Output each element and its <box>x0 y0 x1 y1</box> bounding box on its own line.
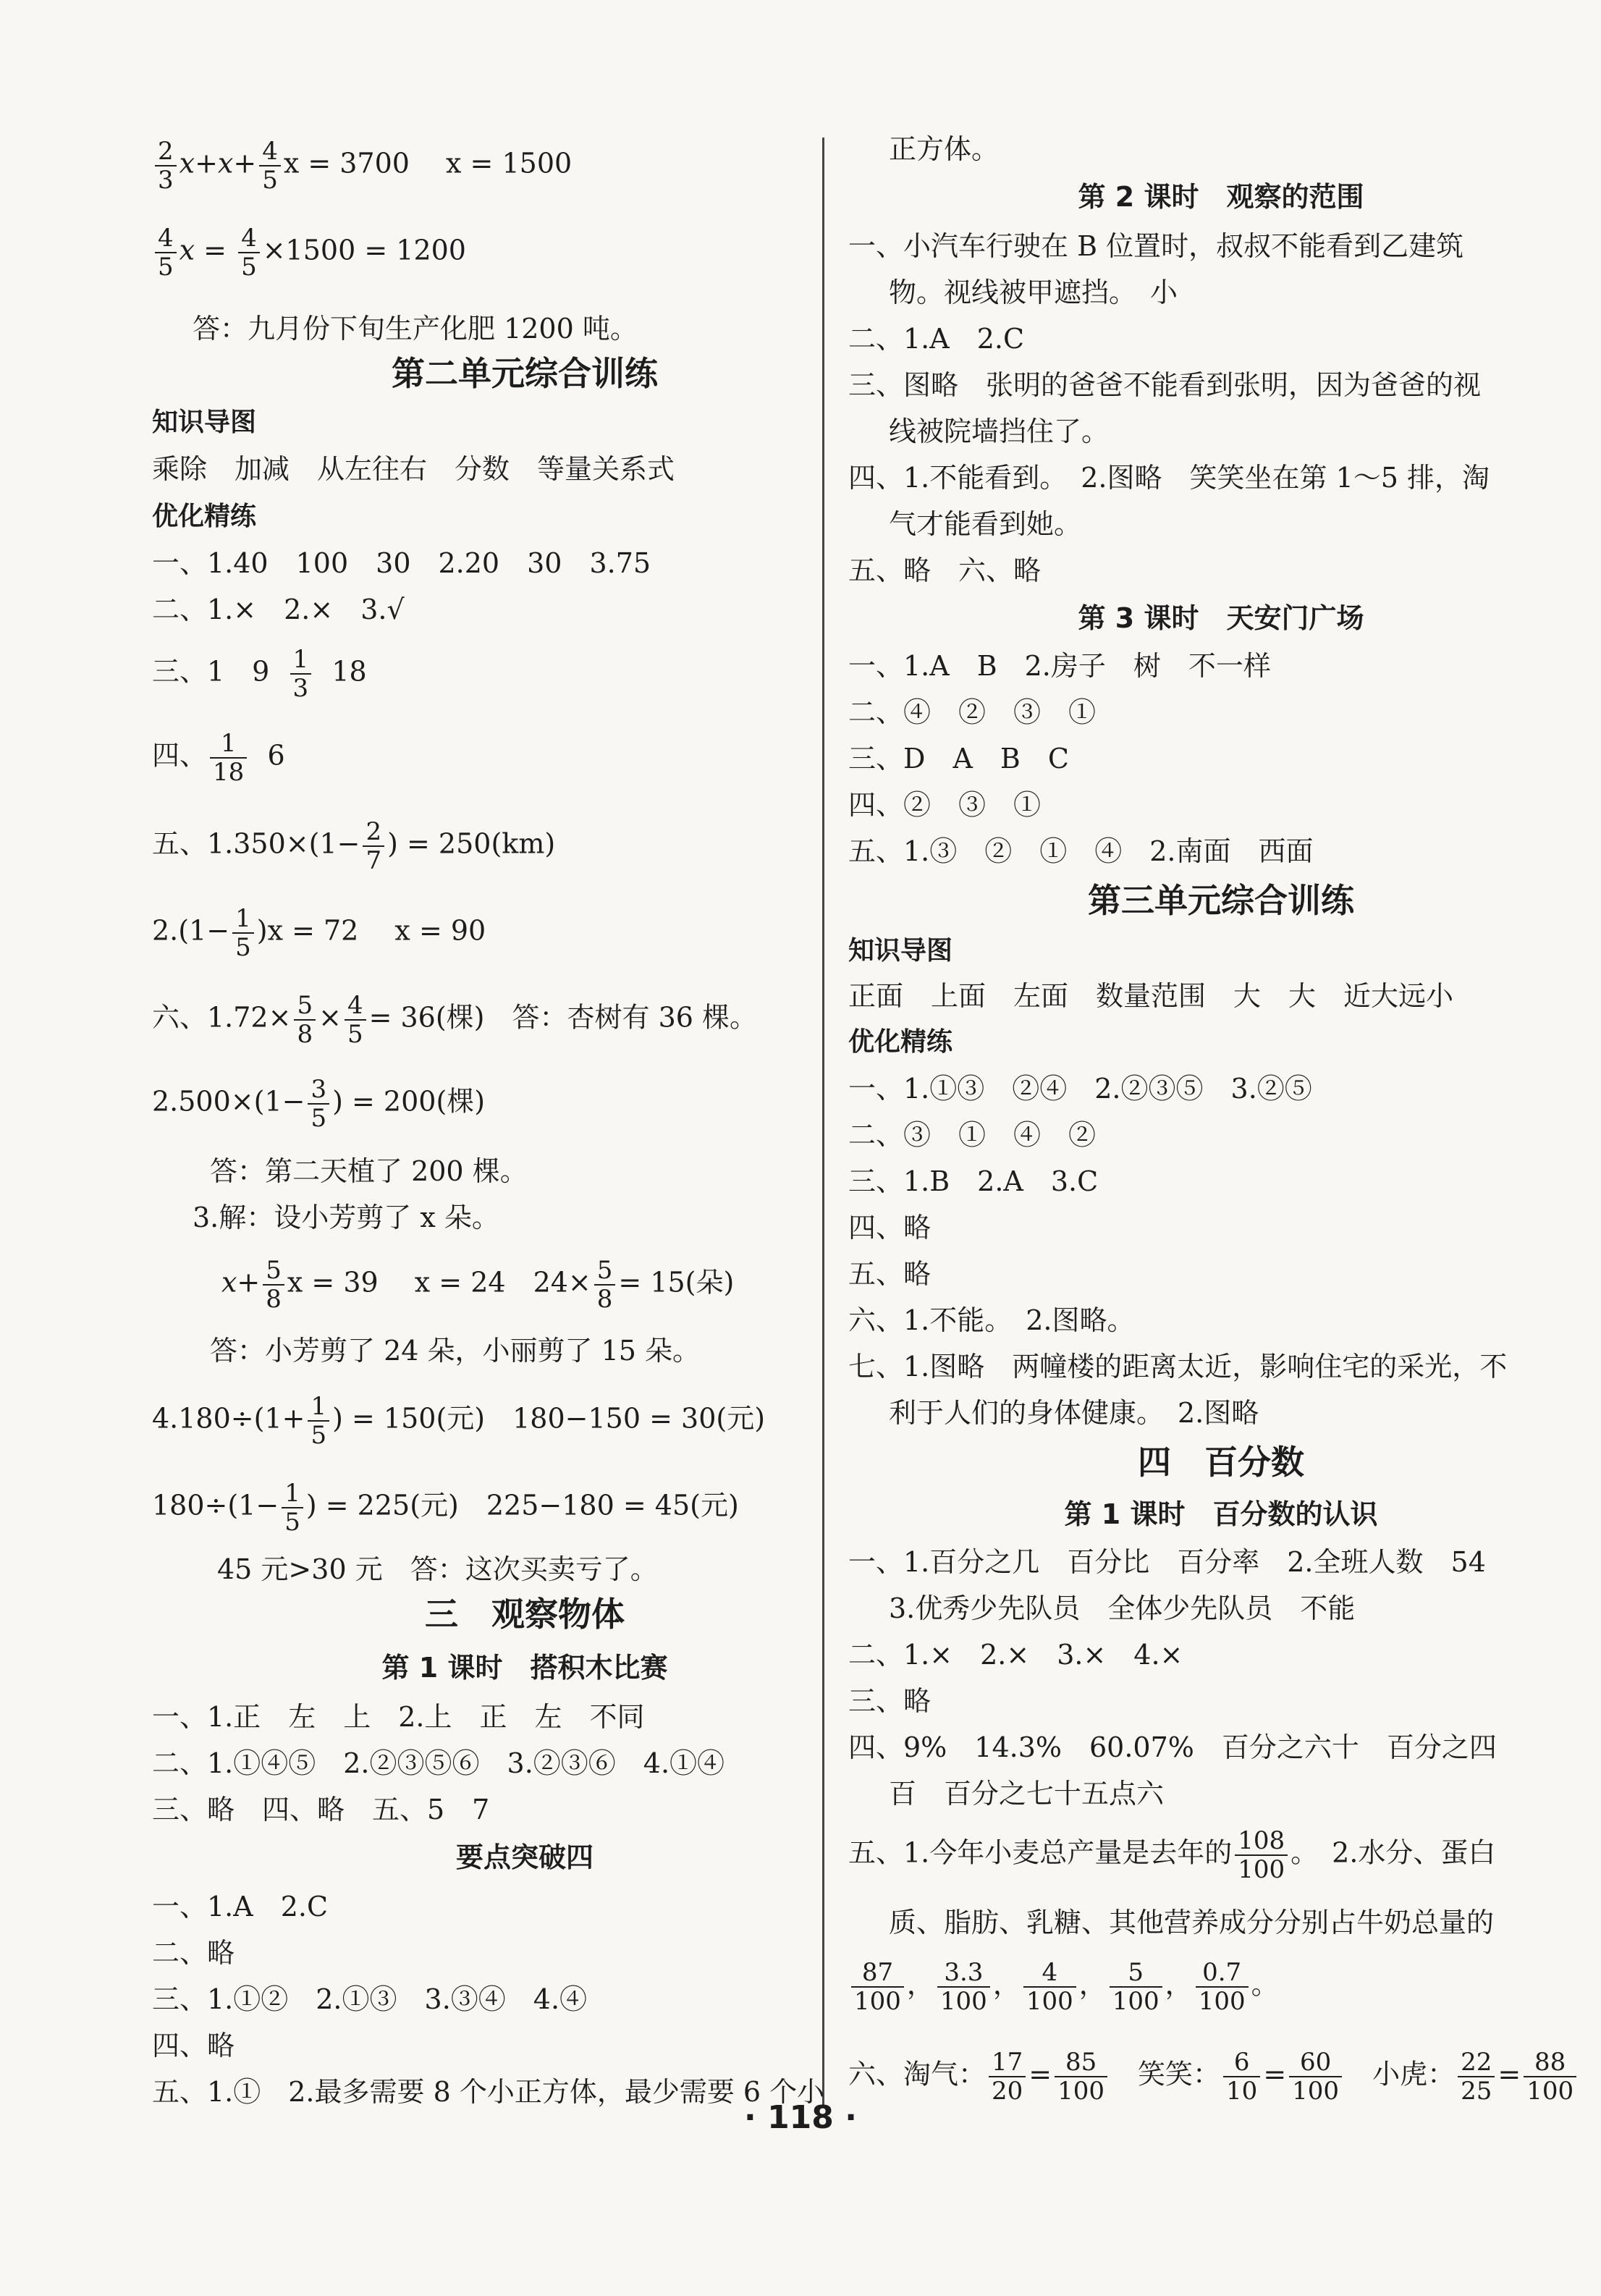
answer-line: 物。视线被甲遮挡。 小 <box>889 277 1178 308</box>
page-number: · 118 · <box>744 2099 857 2136</box>
equation-line: $\frac{2}{3}$ x+x+ $\frac{4}{5}$ x = 3700 x = 1500 <box>152 138 572 194</box>
section-label: 知识导图 <box>848 936 953 966</box>
answer-line: 线被院墙挡住了。 <box>889 415 1110 447</box>
lesson2-title: 第 2 课时 观察的范围 <box>1078 181 1364 213</box>
answer-line: 一、小汽车行驶在 B 位置时，叔叔不能看到乙建筑 <box>848 230 1464 262</box>
equation-line: x+ $\frac{5}{8}$ x = 39 x = 24 24× $\frac{5}{8}$ = 15(朵) <box>221 1256 735 1314</box>
answer-line: 二、③ ① ④ ② <box>848 1119 1097 1151</box>
answer-line: 3.优秀少先队员 全体少先队员 不能 <box>889 1592 1356 1624</box>
answer-line: 二、1.A 2.C <box>848 323 1025 355</box>
answer-line: 答：小芳剪了 24 朵，小丽剪了 15 朵。 <box>210 1335 701 1367</box>
answer-line: 三、略 <box>848 1685 932 1717</box>
answer-line: 四、② ③ ① <box>848 789 1042 821</box>
answer-line: 三、图略 张明的爸爸不能看到张明，因为爸爸的视 <box>848 369 1482 401</box>
lesson3-title: 第 3 课时 天安门广场 <box>1078 602 1364 634</box>
answer-line: 五、1.350×(1− $\frac{2}{7}$ ) = 250(km) <box>152 817 556 875</box>
answer-line: 一、1.40 100 30 2.20 30 3.75 <box>152 547 651 579</box>
answer-line: 一、1.正 左 上 2.上 正 左 不同 <box>152 1701 645 1733</box>
answer-line: 三、1.B 2.A 3.C <box>848 1165 1099 1197</box>
answer-line: 六、淘气： $\frac{17}{20}$ = $\frac{85}{100}$ 笑笑： $\frac{6}{10}$ = $\frac{60}{100}$ 小虎： $\frac{22}{25}$ = $\frac{88}{100}$ <box>848 2048 1579 2105</box>
answer-line: 2.(1− $\frac{1}{5}$ )x = 72 x = 90 <box>152 904 486 962</box>
answer-line: 五、略 <box>848 1258 932 1290</box>
answer-line: 二、1.× 2.× 3.× 4.× <box>848 1639 1183 1671</box>
answer-line: 三、略 四、略 五、5 7 <box>152 1794 490 1826</box>
right-column <box>848 0 1594 2200</box>
answer-line: 六、1.72× $\frac{5}{8}$ × $\frac{4}{5}$ = 36(棵) 答：杏树有 36 棵。 <box>152 991 758 1049</box>
answer-line: 一、1.A B 2.房子 树 不一样 <box>848 650 1271 682</box>
answer-line: 气才能看到她。 <box>889 508 1082 540</box>
answer-line: 六、1.不能。 2.图略。 <box>848 1304 1135 1336</box>
answer-line: 一、1.A 2.C <box>152 1891 329 1923</box>
section-label: 知识导图 <box>152 408 257 437</box>
answer-line: 四、1.不能看到。 2.图略 笑笑坐在第 1～5 排，淘 <box>848 462 1490 494</box>
answer-line: 五、1.① 2.最多需要 8 个小正方体，最少需要 6 个小 <box>152 2076 825 2108</box>
answer-line: 三、D A B C <box>848 743 1069 775</box>
answer-line: 答：九月份下旬生产化肥 1200 吨。 <box>193 313 638 345</box>
answer-line: 3.解：设小芳剪了 x 朵。 <box>193 1202 499 1233</box>
answer-line: 七、1.图略 两幢楼的距离太近，影响住宅的采光，不 <box>848 1351 1508 1383</box>
unit3-title: 第三单元综合训练 <box>1088 881 1354 920</box>
unit2-title: 第二单元综合训练 <box>392 354 658 393</box>
ydtp4-title: 要点突破四 <box>455 1841 593 1873</box>
left-column <box>152 0 897 2200</box>
answer-line: 四、9% 14.3% 60.07% 百分之六十 百分之四 <box>848 1731 1497 1763</box>
answer-line: 四、略 <box>152 2030 235 2061</box>
answer-line: 二、④ ② ③ ① <box>848 696 1097 728</box>
answer-line: 乘除 加减 从左往右 分数 等量关系式 <box>152 453 675 485</box>
chapter3-title: 三 观察物体 <box>425 1595 625 1634</box>
equation-line: $\frac{4}{5}$ x = $\frac{4}{5}$ ×1500 = 1200 <box>152 224 466 281</box>
answer-line: 答：第二天植了 200 棵。 <box>210 1155 528 1187</box>
answer-line: 二、1.× 2.× 3.√ <box>152 594 405 625</box>
answer-line: 四、略 <box>848 1212 932 1244</box>
answer-line: 五、1.③ ② ① ④ 2.南面 西面 <box>848 835 1314 867</box>
lesson4-title: 第 1 课时 百分数的认识 <box>1064 1498 1378 1530</box>
answer-line: $\frac{87}{100}$ ， $\frac{3.3}{100}$ ， $\frac{4}{100}$ ， $\frac{5}{100}$ ， $\frac{0.7}{100}$ 。 <box>848 1959 1279 2015</box>
answer-line: 百 百分之七十五点六 <box>889 1778 1165 1810</box>
answer-line: 质、脂肪、乳糖、其他营养成分分别占牛奶总量的 <box>889 1907 1495 1938</box>
answer-line: 五、略 六、略 <box>848 554 1042 586</box>
answer-line: 正方体。 <box>889 133 1000 165</box>
answer-line: 45 元>30 元 答：这次买卖亏了。 <box>217 1553 658 1585</box>
answer-line: 二、略 <box>152 1937 235 1969</box>
answer-line: 二、1.①④⑤ 2.②③⑤⑥ 3.②③⑥ 4.①④ <box>152 1747 725 1779</box>
answer-line: 180÷(1− $\frac{1}{5}$ ) = 225(元) 225−180 = 45(元) <box>152 1479 739 1537</box>
lesson1-title: 第 1 课时 搭积木比赛 <box>381 1652 668 1684</box>
answer-line: 2.500×(1− $\frac{3}{5}$ ) = 200(棵) <box>152 1075 486 1133</box>
section-label: 优化精练 <box>152 502 257 531</box>
answer-line: 四、 $\frac{1}{18}$ 6 <box>152 729 285 787</box>
answer-line: 利于人们的身体健康。 2.图略 <box>889 1397 1259 1429</box>
answer-line: 4.180÷(1+ $\frac{1}{5}$ ) = 150(元) 180−150 = 30(元) <box>152 1392 766 1450</box>
section-label: 优化精练 <box>848 1027 953 1057</box>
answer-line: 三、1 9 $\frac{1}{3}$ 18 <box>152 645 367 703</box>
answer-line: 一、1.百分之几 百分比 百分率 2.全班人数 54 <box>848 1546 1486 1578</box>
chapter4-title: 四 百分数 <box>1138 1443 1304 1482</box>
answer-line: 五、1.今年小麦总产量是去年的 $\frac{108}{100}$ 。 2.水分、蛋白 <box>848 1826 1496 1884</box>
answer-line: 三、1.①② 2.①③ 3.③④ 4.④ <box>152 1983 588 2015</box>
answer-line: 一、1.①③ ②④ 2.②③⑤ 3.②⑤ <box>848 1073 1312 1105</box>
answer-line: 正面 上面 左面 数量范围 大 大 近大远小 <box>848 980 1454 1012</box>
